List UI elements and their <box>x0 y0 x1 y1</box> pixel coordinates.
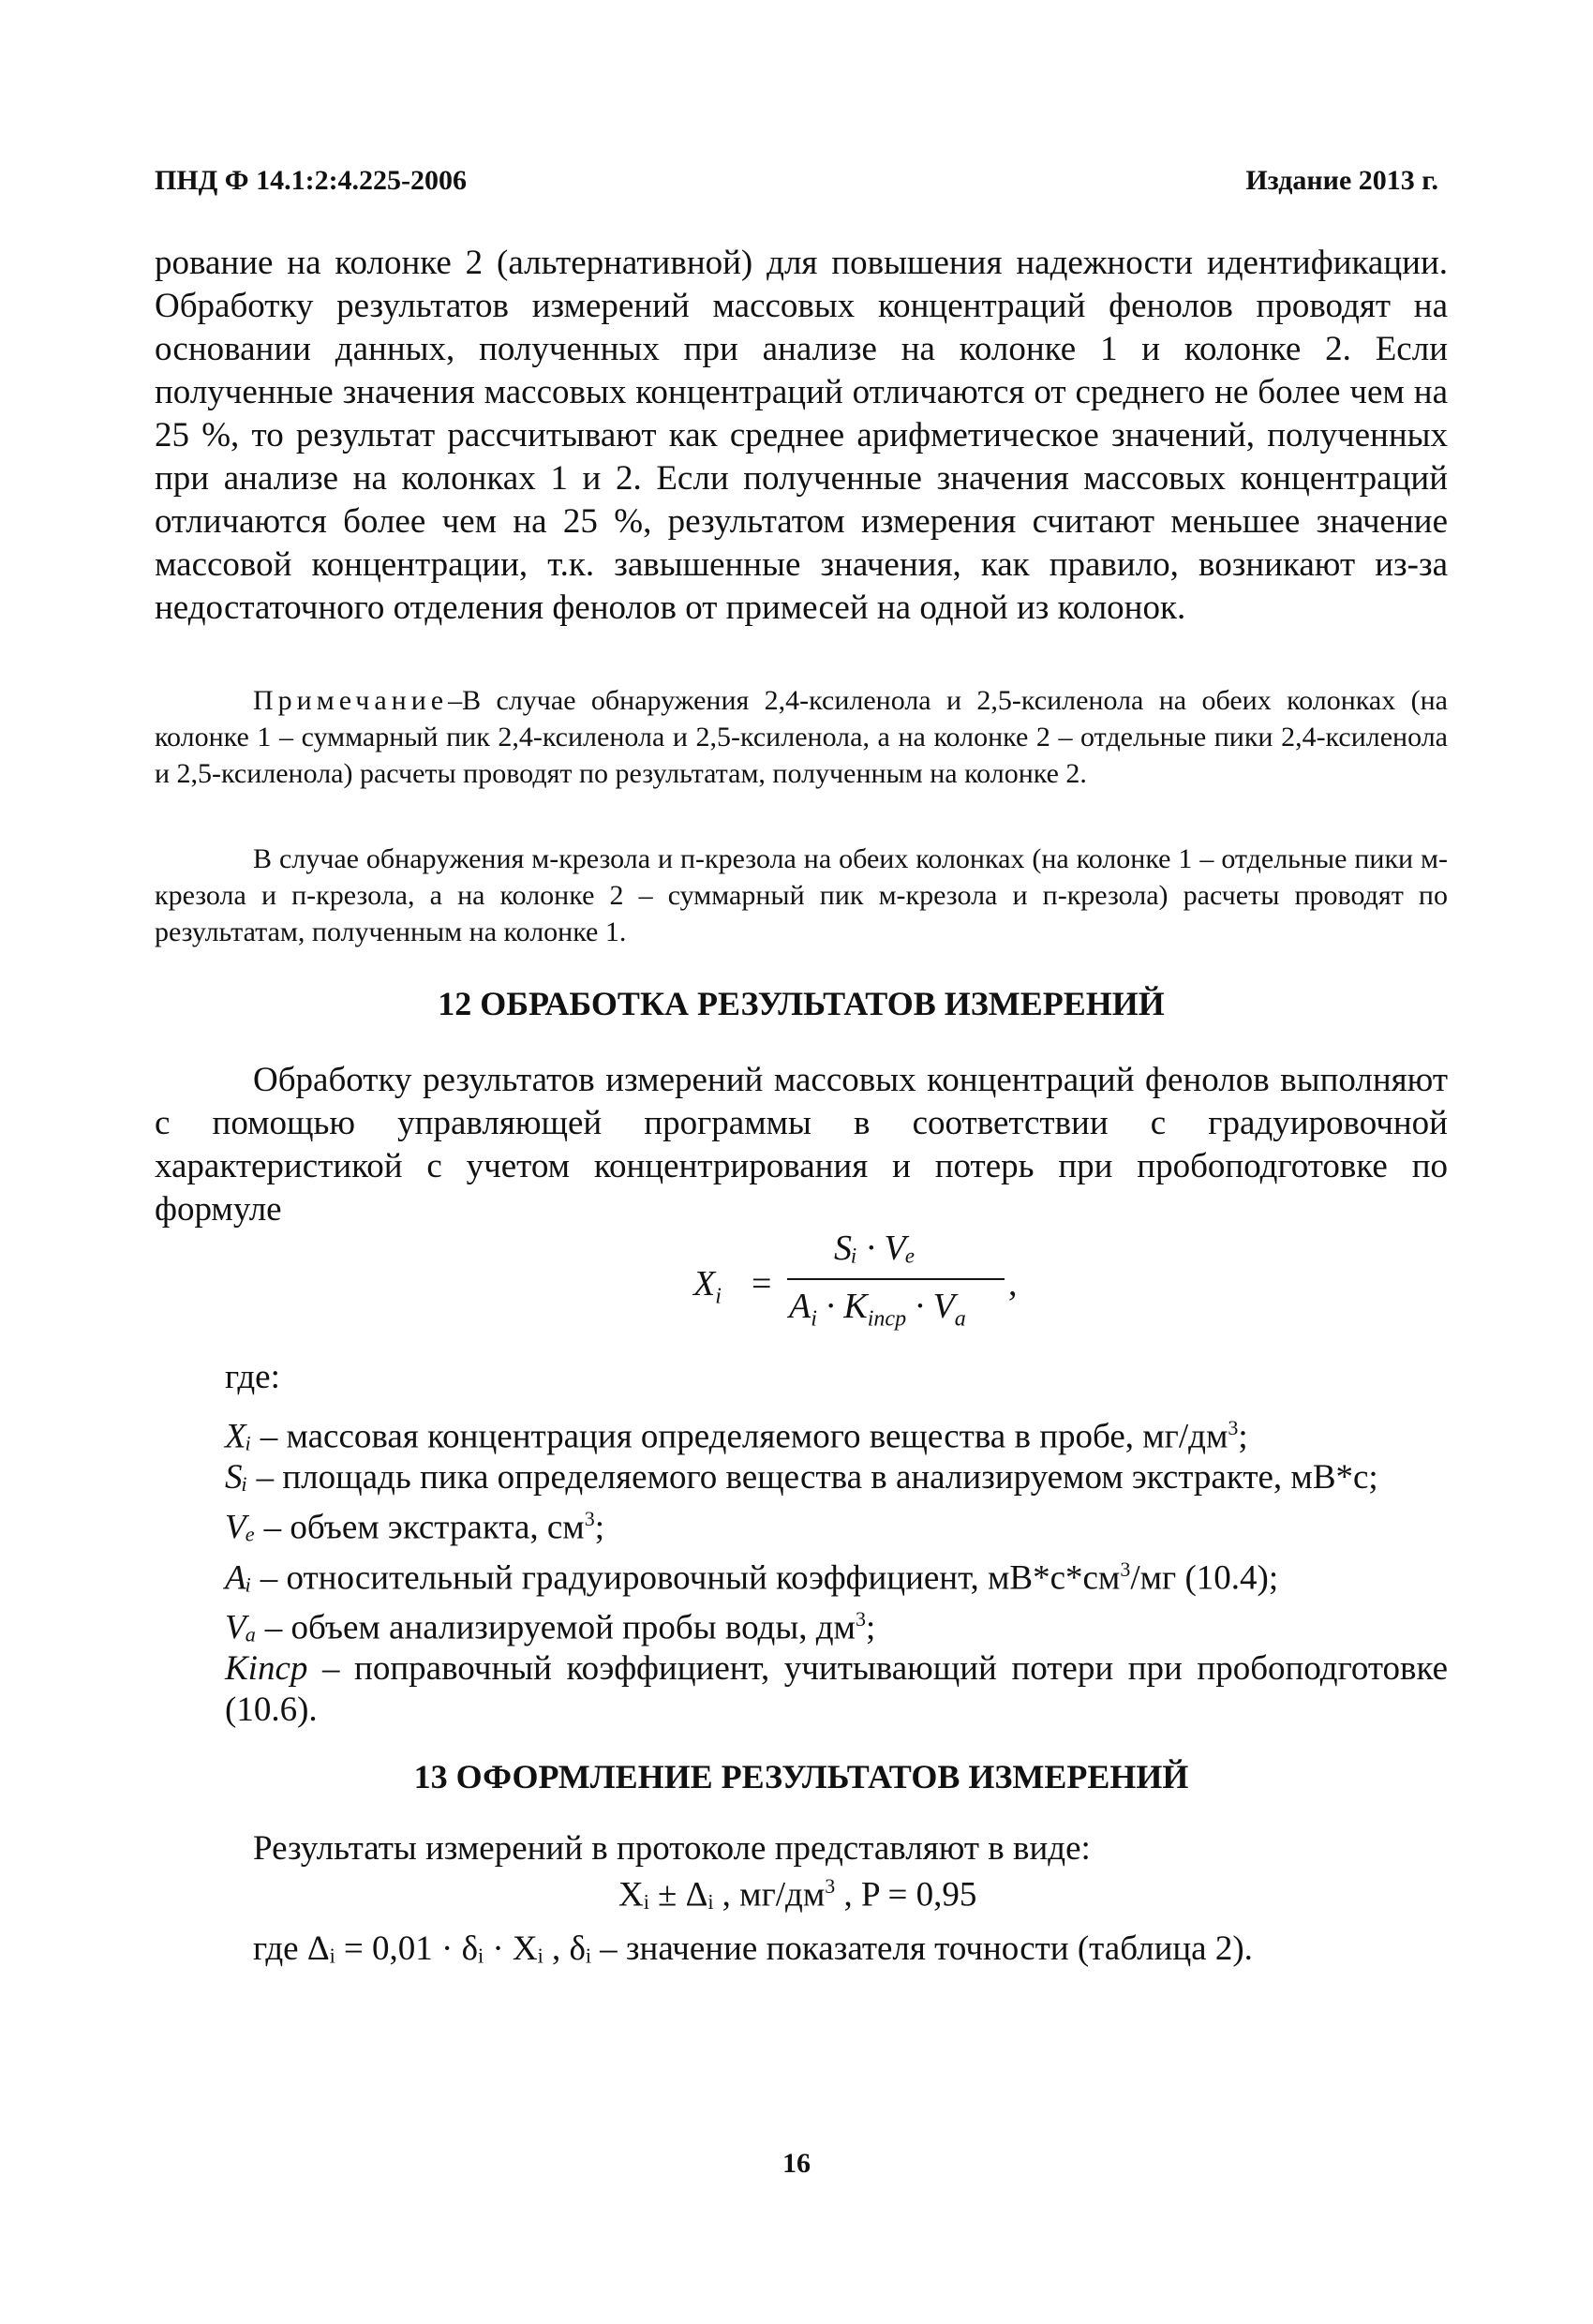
formula-lhs: $X_i$ <box>693 1264 722 1309</box>
definition-item: Sᵢ – площадь пика определяемого вещества в анализируемом экстракте, мВ*с; <box>225 1458 1378 1497</box>
section-13-title: 13 ОФОРМЛЕНИЕ РЕЗУЛЬТАТОВ ИЗМЕРЕНИЙ <box>413 1758 1189 1795</box>
edition-label: Издание 2013 г. <box>1245 165 1438 196</box>
section-13-paragraph: Результаты измерений в протоколе представляют в виде: <box>253 1829 1091 1868</box>
definition-item: Kincp – поправочный коэффициент, учитывающий потери при пробоподготовке (10.6). <box>225 1649 1448 1730</box>
definition-item: Vₑ – объем экстракта, $см^3$; <box>225 1507 604 1547</box>
formula-comma: , <box>1008 1264 1018 1304</box>
definition-item: Vₐ – объем анализируемой пробы воды, $дм^3$; <box>225 1606 876 1647</box>
concentration-formula <box>693 1228 1068 1349</box>
definitions-list <box>225 1357 1448 1731</box>
intro-paragraph: рование на колонке 2 (альтернативной) для повышения надежности идентификации. Обработку результатов измерений массовых концентраций фенолов проводят на основании данных, полученных при анализе на колонке 1 и колонке 2. Если полученные значения массовых концентраций отличаются от среднего не более чем на 25 %, то результат рассчитывают как среднее арифметическое значений, полученных при анализе на колонках 1 и 2. Если полученные значения массовых концентраций отличаются более чем на 25 %, результатом измерения считают меньшее значение массовой концентрации, т.к. завышенные значения, как правило, возникают из-за недостаточного отделения фенолов от примесей на одной из колонок. <box>155 244 1448 627</box>
page-number: 16 <box>782 2148 811 2179</box>
note-paragraph-2: В случае обнаружения м-крезола и п-крезола на обеих колонках (на колонке 1 – отдельные пики м-крезола и п-крезола, а на колонке 2 – суммарный пик м-крезола и п-крезола) расчеты проводят по результатам, полученным на колонке 1. <box>155 843 1448 947</box>
fraction-bar <box>787 1278 1005 1280</box>
formula-numerator: Sᵢ · Vₑ <box>834 1229 916 1268</box>
note-paragraph-1 <box>155 682 1448 792</box>
where-label: где: <box>225 1358 280 1396</box>
definition-item: Xᵢ – массовая концентрация определяемого вещества в пробе, $мг/дм^3$; <box>225 1416 1248 1456</box>
result-where-line: где Δᵢ = 0,01 · δᵢ · Xᵢ , δᵢ – значение показателя точности (таблица 2). <box>253 1929 1253 1968</box>
section-12-title: 12 ОБРАБОТКА РЕЗУЛЬТАТОВ ИЗМЕРЕНИЙ <box>438 985 1165 1022</box>
note-label: Примечание <box>253 685 449 716</box>
formula-equals: = <box>752 1264 772 1304</box>
result-formula: Xᵢ ± Δᵢ , $мг/дм^3$ , P = 0,95 <box>618 1874 977 1914</box>
section-12-paragraph: Обработку результатов измерений массовых концентраций фенолов выполняют с помощью управляющей программы в соответствии с градуировочной характеристикой с учетом концентрирования и потерь при пробоподготовке по формуле <box>155 1061 1448 1229</box>
definition-item: Aᵢ – относительный градуировочный коэффициент, $мВ*с*см^3/мг$ (10.4); <box>225 1557 1279 1597</box>
note-text-1: –В случае обнаружения 2,4-ксиленола и 2,5-ксиленола на обеих колонках (на колонке 1 – суммарный пик 2,4-ксиленола и 2,5-ксиленола, а на колонке 2 – отдельные пики 2,4-ксиленола и 2,5-ксиленола) расчеты проводят по результатам, полученным на колонке 2. <box>155 685 1448 789</box>
page-header <box>155 165 1438 202</box>
formula-denominator: $A_i \cdot K_{incp} \cdot V_a$ <box>789 1287 966 1332</box>
document-code: ПНД Ф 14.1:2:4.225-2006 <box>155 165 468 196</box>
